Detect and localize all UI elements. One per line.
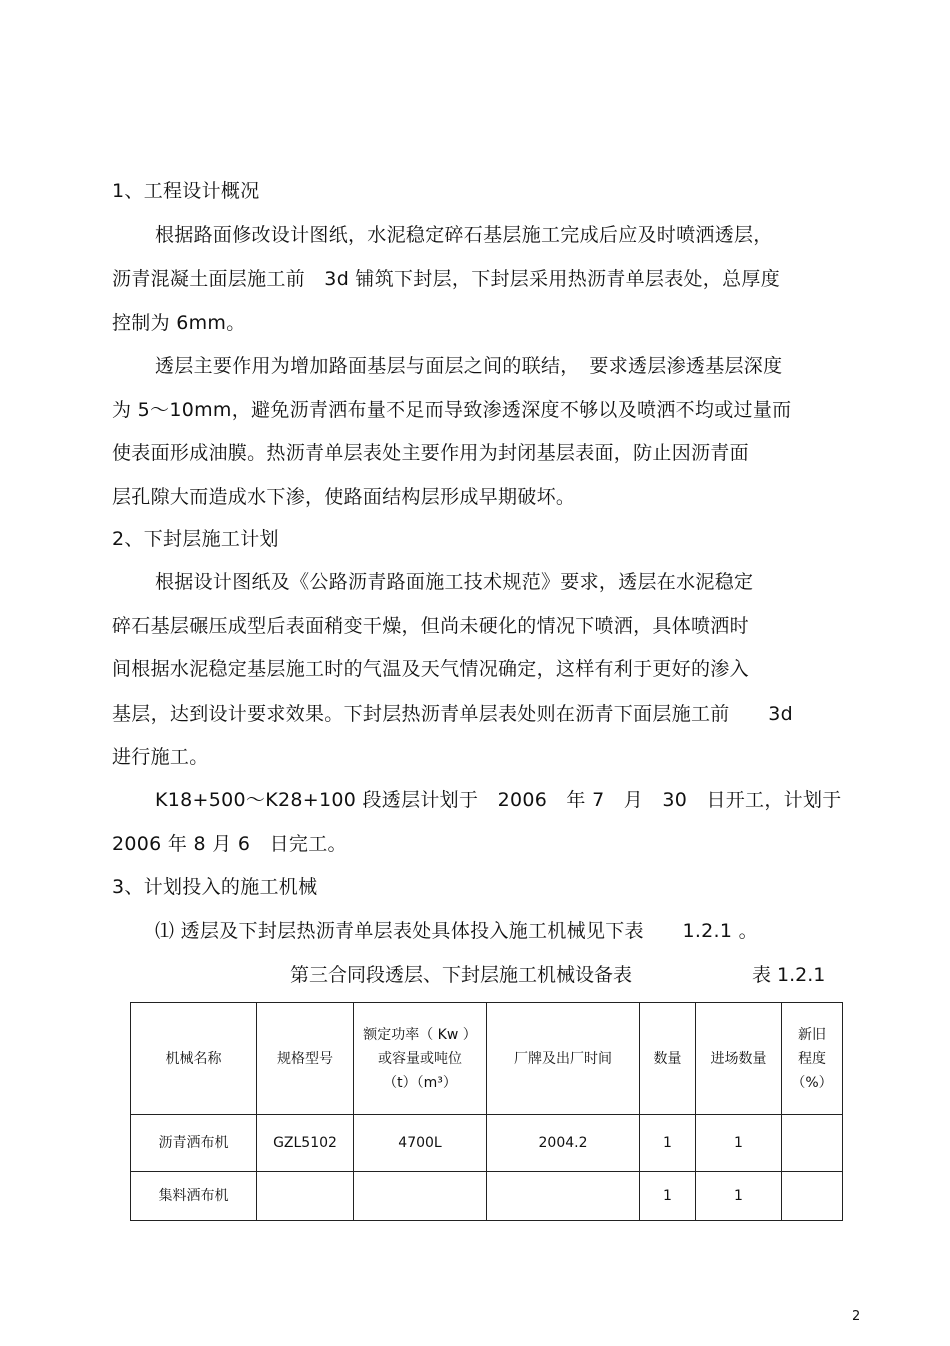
- cell-brand: 2004.2: [487, 1115, 640, 1172]
- paragraph-line: 为 5～10mm，避免沥青洒布量不足而导致渗透深度不够以及喷洒不均或过量而: [112, 399, 792, 421]
- cell-name: 集料洒布机: [131, 1172, 257, 1221]
- cell-model: GZL5102: [257, 1115, 354, 1172]
- section-3-heading: 3、计划投入的施工机械: [112, 876, 318, 898]
- header-brand: 厂牌及出厂时间: [487, 1003, 640, 1115]
- cell-entry-qty: 1: [696, 1172, 782, 1221]
- paragraph-line: 沥青混凝土面层施工前 3d 铺筑下封层，下封层采用热沥青单层表处，总厚度: [112, 268, 780, 290]
- cell-model: [257, 1172, 354, 1221]
- paragraph-line: K18+500～K28+100 段透层计划于 2006 年 7 月 30 日开工，计划于: [155, 789, 842, 811]
- header-condition: [782, 1003, 843, 1115]
- paragraph-line: 使表面形成油膜。热沥青单层表处主要作用为封闭基层表面，防止因沥青面: [112, 442, 749, 464]
- section-1-heading: 1、工程设计概况: [112, 180, 260, 202]
- paragraph-line: 碎石基层碾压成型后表面稍变干燥，但尚未硬化的情况下喷洒，具体喷洒时: [112, 615, 749, 637]
- header-power: [354, 1003, 487, 1115]
- header-model: 规格型号: [257, 1003, 354, 1115]
- cell-condition: [782, 1115, 843, 1172]
- header-qty: 数量: [640, 1003, 696, 1115]
- paragraph-line: 基层，达到设计要求效果。下封层热沥青单层表处则在沥青下面层施工前 3d: [112, 703, 793, 725]
- paragraph-line: 根据设计图纸及《公路沥青路面施工技术规范》要求，透层在水泥稳定: [155, 571, 754, 593]
- paragraph-line: 进行施工。: [112, 746, 209, 768]
- header-condition-line: 新旧: [798, 1026, 826, 1043]
- table-row: [131, 1172, 843, 1221]
- cell-brand: [487, 1172, 640, 1221]
- section-2-heading: 2、下封层施工计划: [112, 528, 279, 550]
- paragraph-line: 2006 年 8 月 6 日完工。: [112, 833, 347, 855]
- header-condition-line: （%）: [791, 1074, 833, 1091]
- header-power-line: 或容量或吨位: [378, 1050, 462, 1067]
- table-caption: 第三合同段透层、下封层施工机械设备表: [290, 964, 633, 986]
- header-power-line: （t）（m³）: [383, 1074, 457, 1091]
- header-power-line: 额定功率（ Kw ）: [363, 1026, 477, 1043]
- paragraph-line: 控制为 6mm。: [112, 312, 246, 334]
- table-header-row: [131, 1003, 843, 1115]
- cell-qty: 1: [640, 1115, 696, 1172]
- paragraph-line: 透层主要作用为增加路面基层与面层之间的联结， 要求透层渗透基层深度: [155, 355, 783, 377]
- cell-entry-qty: 1: [696, 1115, 782, 1172]
- header-condition-line: 程度: [798, 1050, 826, 1067]
- equipment-table: [130, 1002, 843, 1221]
- cell-name: 沥青洒布机: [131, 1115, 257, 1172]
- paragraph-line: ⑴ 透层及下封层热沥青单层表处具体投入施工机械见下表 1.2.1 。: [155, 920, 758, 942]
- paragraph-line: 根据路面修改设计图纸，水泥稳定碎石基层施工完成后应及时喷洒透层，: [155, 224, 773, 246]
- header-entry-qty: 进场数量: [696, 1003, 782, 1115]
- cell-condition: [782, 1172, 843, 1221]
- cell-power: [354, 1172, 487, 1221]
- table-row: [131, 1115, 843, 1172]
- page-number: 2: [852, 1309, 861, 1324]
- table-number: 表 1.2.1: [752, 964, 826, 986]
- cell-qty: 1: [640, 1172, 696, 1221]
- header-name: 机械名称: [131, 1003, 257, 1115]
- paragraph-line: 层孔隙大而造成水下渗，使路面结构层形成早期破坏。: [112, 486, 576, 508]
- paragraph-line: 间根据水泥稳定基层施工时的气温及天气情况确定，这样有利于更好的渗入: [112, 658, 749, 680]
- cell-power: 4700L: [354, 1115, 487, 1172]
